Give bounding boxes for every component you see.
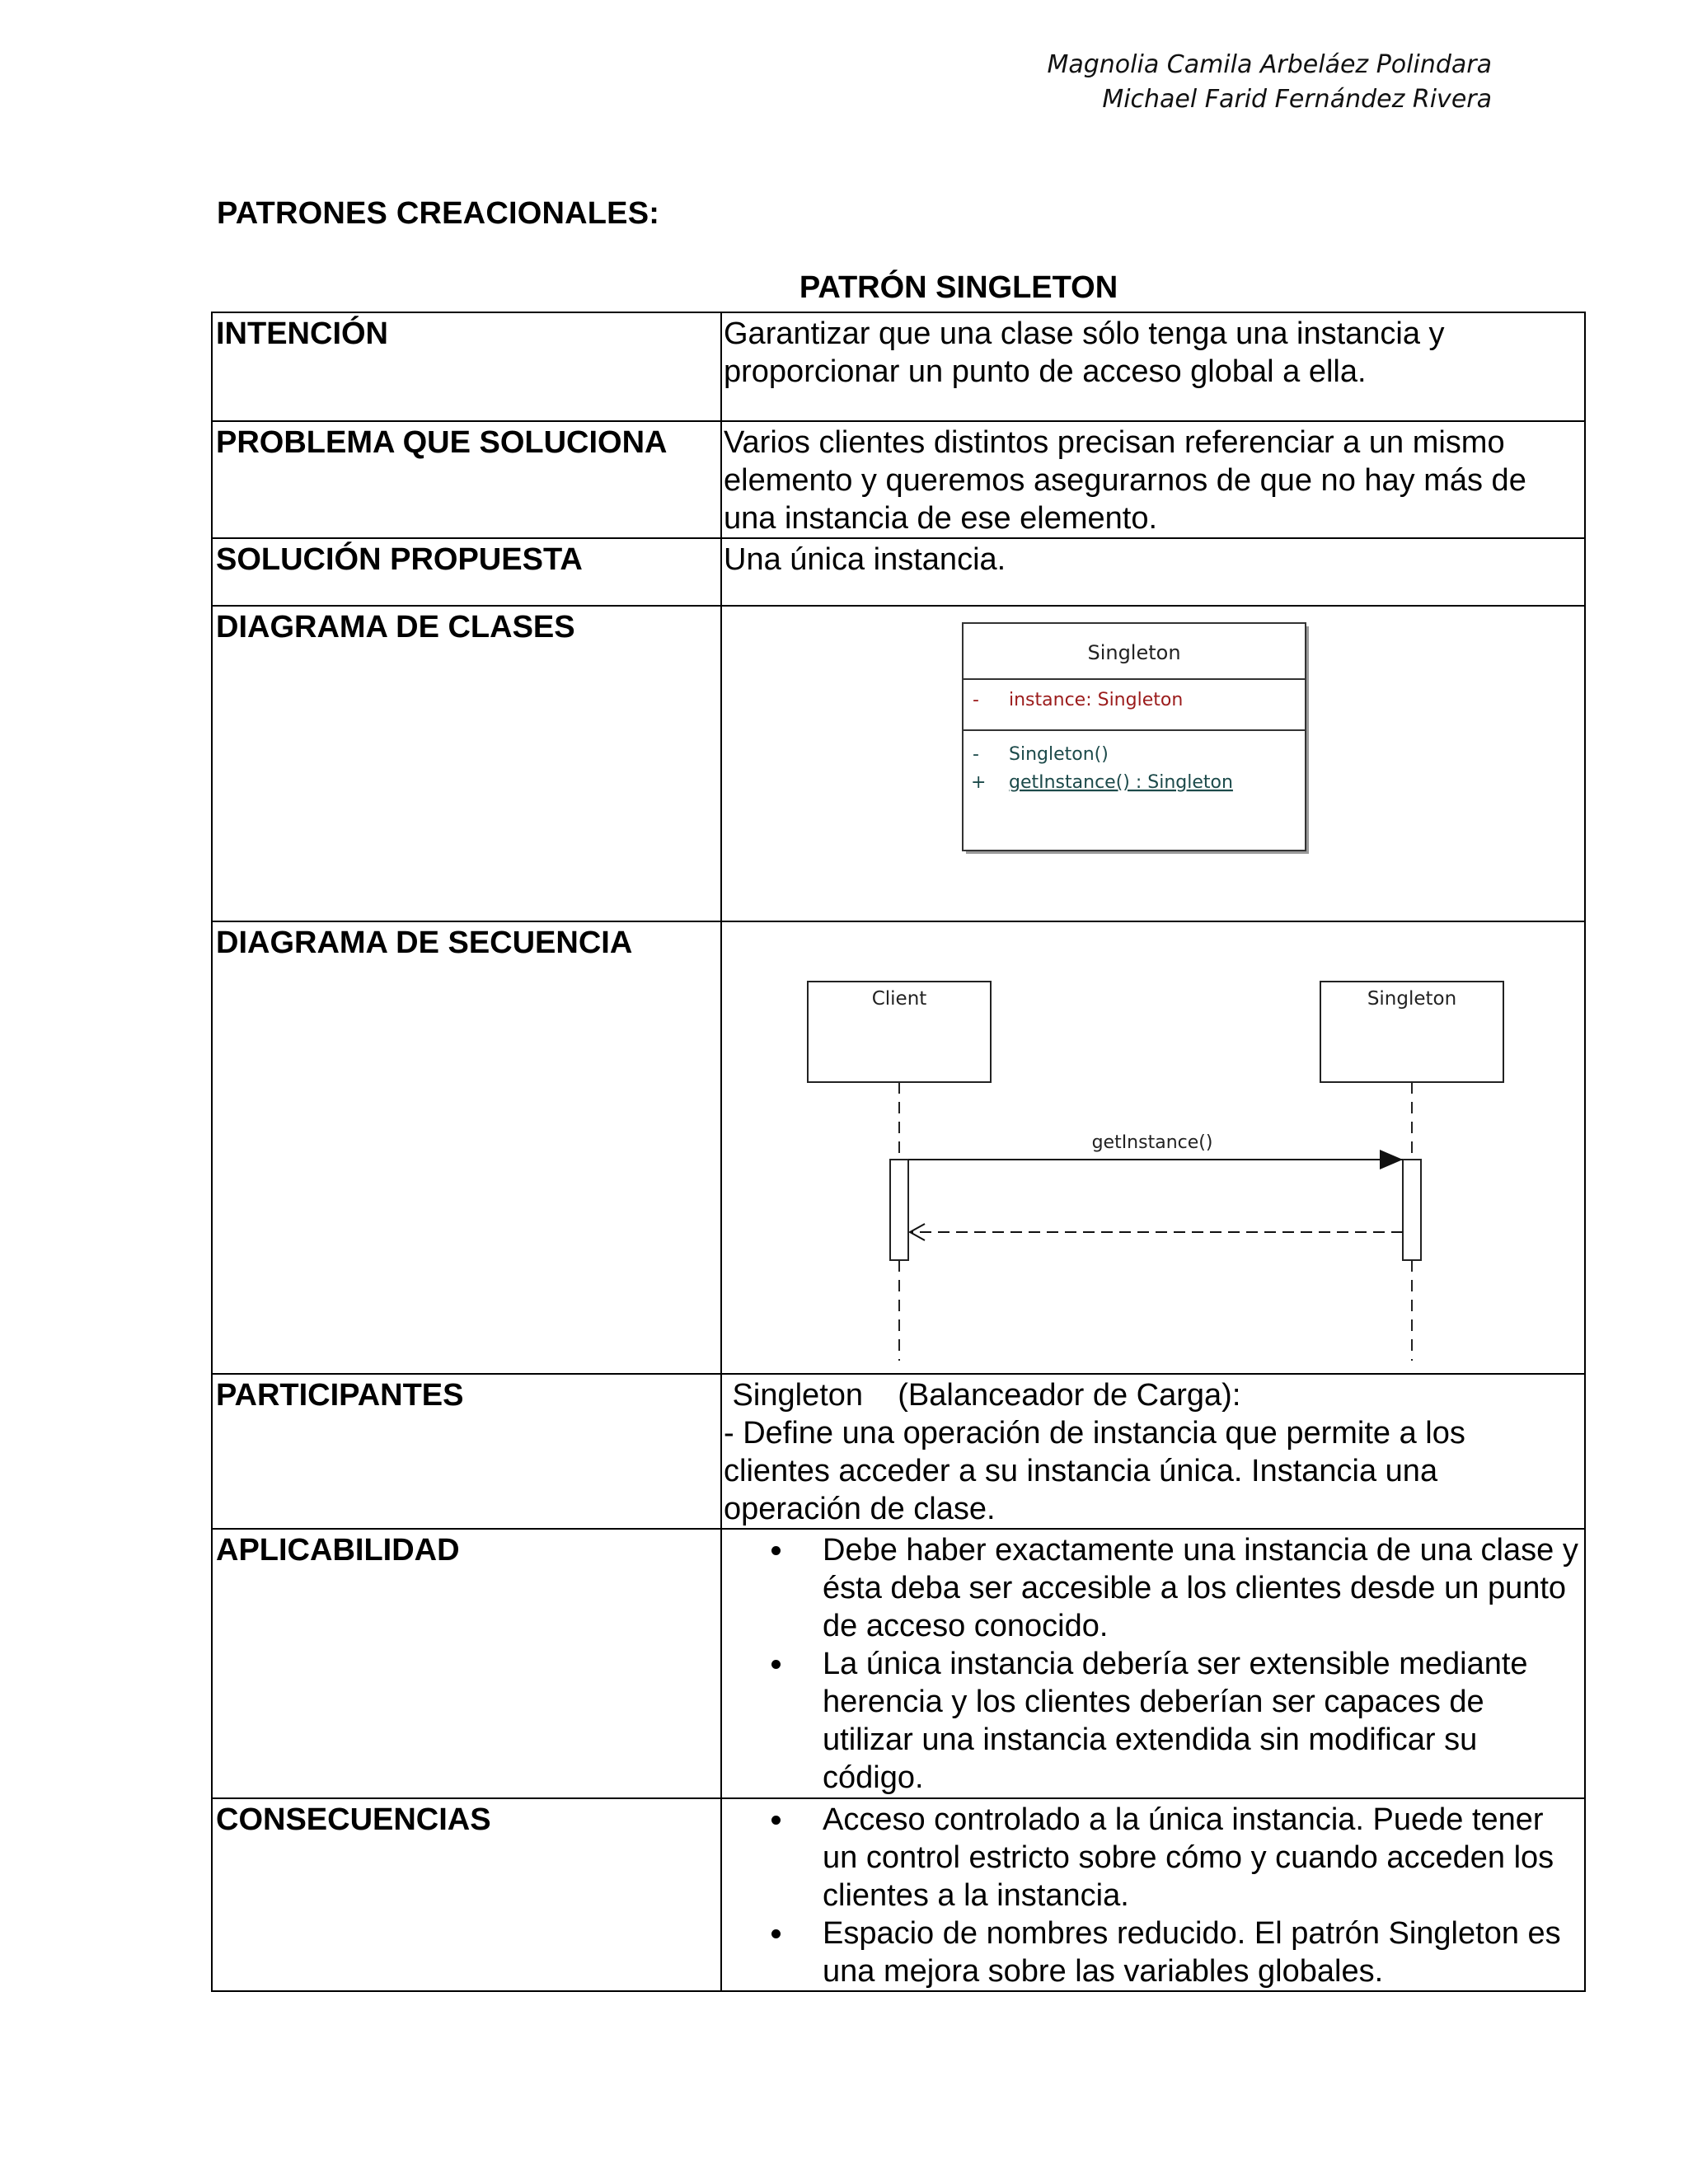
attribute-visibility: -	[973, 690, 979, 710]
author-name-1: Magnolia Camila Arbeláez Polindara	[1047, 50, 1492, 79]
bullet-icon	[771, 1660, 781, 1669]
class-method-constructor: Singleton()	[1009, 744, 1109, 765]
label-diagrama-secuencia: DIAGRAMA DE SECUENCIA	[212, 921, 721, 1374]
row-intencion	[212, 312, 1585, 421]
label-intencion: INTENCIÓN	[212, 312, 721, 421]
row-solucion	[212, 538, 1585, 606]
singleton-activation	[1403, 1160, 1421, 1260]
author-name-2: Michael Farid Fernández Rivera	[1102, 85, 1492, 114]
singleton-actor-label: Singleton	[1367, 988, 1457, 1010]
list-item	[823, 1531, 1579, 1645]
list-item-text: Acceso controlado a la única instancia. Puede tener un control estricto sobre cómo y cuando acceden los clientes a la instancia.	[823, 1802, 1554, 1913]
label-problema: PROBLEMA QUE SOLUCIONA	[212, 421, 721, 538]
row-participantes	[212, 1374, 1585, 1529]
value-aplicabilidad	[721, 1529, 1585, 1798]
getinstance-message-label: getInstance()	[1091, 1132, 1213, 1153]
section-title: PATRONES CREACIONALES:	[217, 196, 660, 231]
value-problema: Varios clientes distintos precisan referenciar a un mismo elemento y queremos asegurarnos de que no hay más de una instancia de ese elemento.	[721, 421, 1585, 538]
sequence-diagram-svg	[724, 924, 1589, 1364]
authors-header	[1047, 48, 1492, 117]
class-diagram-svg	[724, 608, 1589, 912]
list-item-text: La única instancia debería ser extensible mediante herencia y los clientes deberían ser capaces de utilizar una instancia extendida sin modificar su código.	[823, 1647, 1528, 1795]
label-diagrama-clases: DIAGRAMA DE CLASES	[212, 606, 721, 921]
sequence-diagram-cell	[721, 921, 1585, 1374]
class-method-getinstance: getInstance() : Singleton	[1009, 772, 1233, 793]
pattern-table	[211, 312, 1586, 1992]
client-actor-label: Client	[871, 988, 927, 1010]
sequence-diagram	[724, 924, 1579, 1373]
value-solucion: Una única instancia.	[721, 538, 1585, 606]
bullet-icon	[771, 1929, 781, 1938]
row-problema	[212, 421, 1585, 538]
list-item	[823, 1915, 1579, 1990]
class-attribute: instance: Singleton	[1009, 690, 1184, 710]
value-intencion: Garantizar que una clase sólo tenga una instancia y proporcionar un punto de acceso global a ella.	[721, 312, 1585, 421]
row-diagrama-clases	[212, 606, 1585, 921]
participant-description: - Define una operación de instancia que permite a los clientes acceder a su instancia única. Instancia una operación de clase.	[724, 1416, 1465, 1526]
consecuencias-list	[724, 1801, 1579, 1990]
label-solucion: SOLUCIÓN PROPUESTA	[212, 538, 721, 606]
row-aplicabilidad	[212, 1529, 1585, 1798]
label-consecuencias: CONSECUENCIAS	[212, 1798, 721, 1991]
value-consecuencias	[721, 1798, 1585, 1991]
list-item-text: Espacio de nombres reducido. El patrón Singleton es una mejora sobre las variables globales.	[823, 1916, 1561, 1989]
value-participantes	[721, 1374, 1585, 1529]
class-name: Singleton	[1087, 641, 1181, 664]
method2-visibility: +	[971, 772, 987, 793]
list-item-text: Debe haber exactamente una instancia de una clase y ésta deba ser accesible a los clientes desde un punto de acceso conocido.	[823, 1533, 1578, 1643]
aplicabilidad-list	[724, 1531, 1579, 1797]
client-activation	[890, 1160, 908, 1260]
list-item	[823, 1645, 1579, 1797]
pattern-title: PATRÓN SINGLETON	[799, 270, 1118, 305]
method1-visibility: -	[973, 744, 979, 765]
list-item	[823, 1801, 1579, 1915]
row-diagrama-secuencia	[212, 921, 1585, 1374]
bullet-icon	[771, 1816, 781, 1825]
label-aplicabilidad: APLICABILIDAD	[212, 1529, 721, 1798]
bullet-icon	[771, 1546, 781, 1555]
row-consecuencias	[212, 1798, 1585, 1991]
label-participantes: PARTICIPANTES	[212, 1374, 721, 1529]
class-diagram	[724, 608, 1579, 921]
class-diagram-cell	[721, 606, 1585, 921]
participant-name: Singleton (Balanceador de Carga):	[724, 1378, 1241, 1413]
